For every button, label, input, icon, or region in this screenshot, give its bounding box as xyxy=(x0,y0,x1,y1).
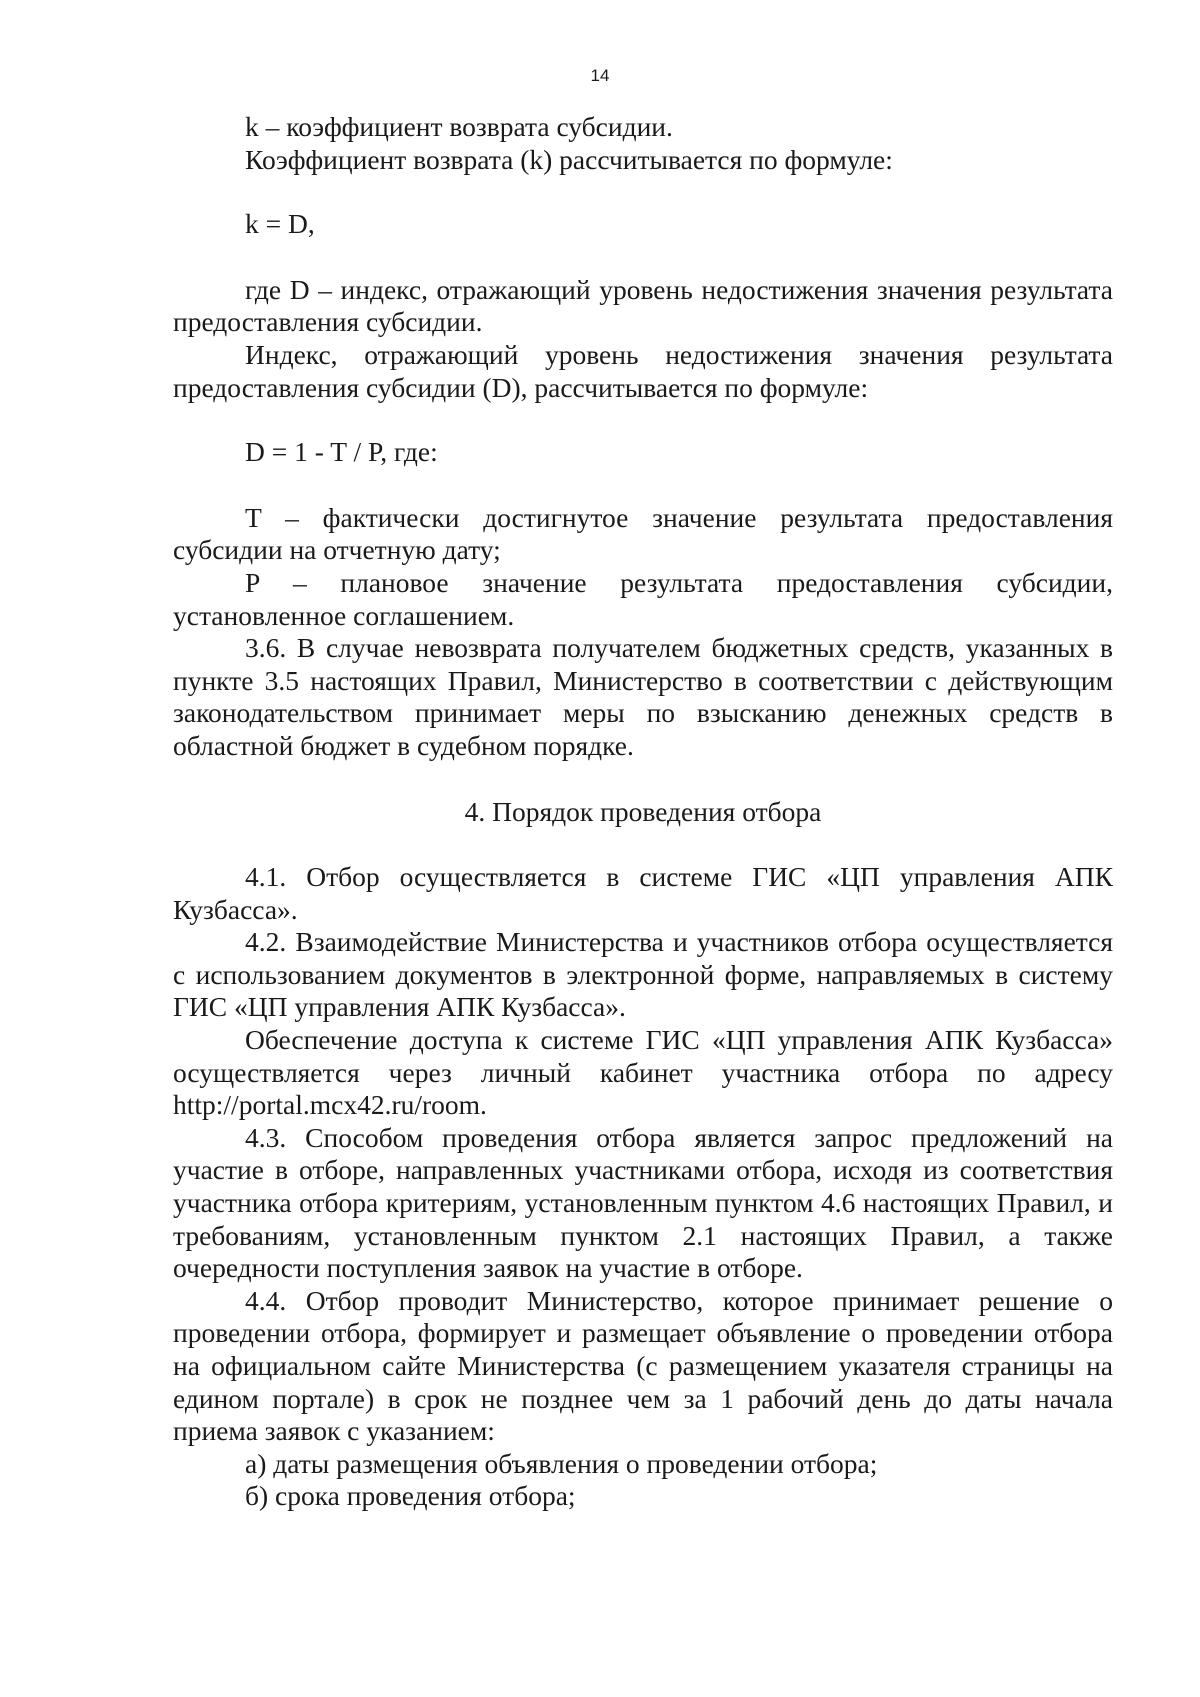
paragraph-k-definition: k – коэффициент возврата субсидии. xyxy=(245,111,673,142)
section-heading-4: 4. Порядок проведения отбора xyxy=(464,795,822,827)
paragraph-4-1: 4.1. Отбор осуществляется в системе ГИС «ЦП управления АПК Кузбасса». xyxy=(173,861,1113,925)
list-item-a: а) даты размещения объявления о проведении отбора; xyxy=(245,1447,878,1479)
paragraph-p-definition: P – плановое значение результата предоставления субсидии, установленное соглашением. xyxy=(173,566,1113,631)
formula-d: D = 1 - T / P, где: xyxy=(245,436,438,468)
paragraph-4-3: 4.3. Способом проведения отбора является запрос предложений на участие в отборе, направленных участниками отбора, исходя из соответствия участника отбора критериям, установленным пунктом 4.6 настоящих Правил, и требованиям, установленным пунктом 2.1 настоящих Правил, а также очередности поступления заявок на участие в отборе. xyxy=(173,1121,1113,1284)
paragraph-d-formula-intro: Индекс, отражающий уровень недостижения значения результата предоставления субсидии (D), рассчитывается по формуле: xyxy=(173,338,1113,403)
formula-k: k = D, xyxy=(245,208,315,240)
paragraph-3-6: 3.6. В случае невозврата получателем бюджетных средств, указанных в пункте 3.5 настоящих Правил, Министерство в соответствии с действующим законодательством принимает меры по взысканию денежных средств в областной бюджет в судебном порядке. xyxy=(173,632,1113,761)
page-number: 14 xyxy=(590,66,610,85)
list-item-b: б) срока проведения отбора; xyxy=(245,1480,576,1512)
paragraph-4-4: 4.4. Отбор проводит Министерство, которое принимает решение о проведении отбора, формирует и размещает объявление о проведении отбора на официальном сайте Министерства (с размещением указателя страницы на едином портале) в срок не позднее чем за 1 рабочий день до даты начала приема заявок с указанием: xyxy=(173,1284,1113,1447)
paragraph-4-2: 4.2. Взаимодействие Министерства и участников отбора осуществляется с использованием документов в электронной форме, направляемых в систему ГИС «ЦП управления АПК Кузбасса». xyxy=(173,926,1113,1023)
paragraph-t-definition: T – фактически достигнутое значение результата предоставления субсидии на отчетную дату; xyxy=(173,501,1113,566)
document-body xyxy=(173,111,1113,1513)
paragraph-access: Обеспечение доступа к системе ГИС «ЦП управления АПК Кузбасса» осуществляется через личный кабинет участника отбора по адресу http://portal.mcx42.ru/room. xyxy=(173,1024,1113,1121)
paragraph-k-formula-intro: Коэффициент возврата (k) рассчитывается по формуле: xyxy=(245,143,893,175)
paragraph-d-definition: где D – индекс, отражающий уровень недостижения значения результата предоставления субсидии. xyxy=(173,273,1113,338)
